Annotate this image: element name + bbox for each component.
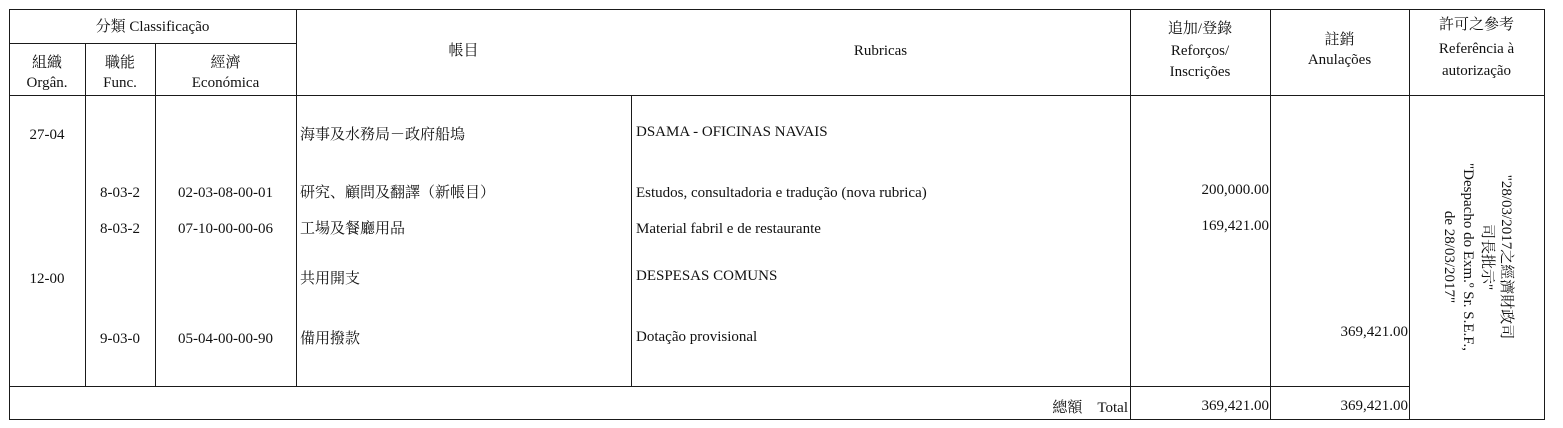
row-econ: 02-03-08-00-01: [178, 185, 273, 201]
row-reinforce-amount: 200,000.00: [1201, 182, 1269, 198]
header-rubric-zh: 帳目: [448, 43, 479, 59]
row-func: 8-03-2: [100, 185, 140, 201]
authorization-reference: [1411, 92, 1543, 422]
rule-header-bottom: [9, 95, 1545, 96]
row-econ: 05-04-00-00-90: [178, 331, 273, 347]
rule-reinforce: [1270, 9, 1271, 420]
row-rubric-pt: DSAMA - OFICINAS NAVAIS: [636, 124, 828, 140]
header-auth-pt1: Referência à: [1438, 41, 1515, 57]
rule-total-bottom: [9, 419, 1409, 420]
total-reinforce: 369,421.00: [1201, 398, 1269, 414]
row-rubric-zh: 工場及餐廳用品: [300, 221, 406, 237]
auth-line-1: "28/03/2017之經濟財政司: [1498, 174, 1514, 340]
auth-line-3: "Despacho do Exm.º Sr. S.E.F.,: [1460, 163, 1476, 351]
row-rubric-zh: 備用撥款: [300, 331, 361, 347]
row-reinforce-amount: 169,421.00: [1201, 218, 1269, 234]
rule-body-bottom: [9, 386, 1409, 387]
rule-econ: [296, 9, 297, 387]
row-rubric-pt: Estudos, consultadoria e tradução (nova rubrica): [636, 185, 927, 201]
row-econ: 07-10-00-00-06: [178, 221, 273, 237]
row-rubric-zh: 海事及水務局－政府船塢: [300, 127, 466, 143]
header-func-zh: 職能: [104, 55, 135, 71]
header-organ-pt: Orgân.: [26, 75, 68, 91]
row-organ: 27-04: [29, 127, 65, 143]
header-reinforce-pt2: Inscrições: [1169, 64, 1231, 80]
row-organ: 12-00: [29, 271, 65, 287]
row-cancel-amount: 369,421.00: [1340, 324, 1408, 340]
auth-line-4: de 28/03/2017": [1441, 210, 1457, 304]
header-econ-pt: Económica: [191, 75, 260, 91]
header-reinforce-pt1: Reforços/: [1170, 43, 1230, 59]
row-func: 8-03-2: [100, 221, 140, 237]
header-cancel-pt: Anulações: [1307, 52, 1372, 68]
row-rubric-pt: Material fabril e de restaurante: [636, 221, 821, 237]
header-econ-zh: 經濟: [210, 55, 241, 71]
header-auth-zh: 許可之參考: [1438, 17, 1514, 33]
total-cancel: 369,421.00: [1340, 398, 1408, 414]
rule-class-split: [9, 43, 296, 44]
header-organ-zh: 組織: [31, 55, 62, 71]
header-reinforce-zh: 追加/登錄: [1167, 21, 1233, 37]
header-auth-pt2: autorização: [1441, 63, 1512, 79]
header-classification: 分類 Classificação: [95, 19, 210, 35]
row-func: 9-03-0: [100, 331, 140, 347]
header-func-pt: Func.: [103, 75, 137, 91]
rule-top: [9, 9, 1545, 10]
row-rubric-zh: 共用開支: [300, 271, 361, 287]
rule-right: [1544, 9, 1545, 420]
header-rubric-pt: Rubricas: [853, 43, 908, 59]
rule-zh: [631, 95, 632, 387]
row-rubric-pt: DESPESAS COMUNS: [636, 268, 778, 284]
header-cancel-zh: 註銷: [1324, 32, 1355, 48]
row-rubric-zh: 研究、顧問及翻譯（新帳目）: [300, 185, 496, 201]
total-label: 總額 Total: [1052, 400, 1128, 416]
auth-line-2: 司長批示": [1479, 223, 1495, 291]
row-rubric-pt: Dotação provisional: [636, 329, 758, 345]
